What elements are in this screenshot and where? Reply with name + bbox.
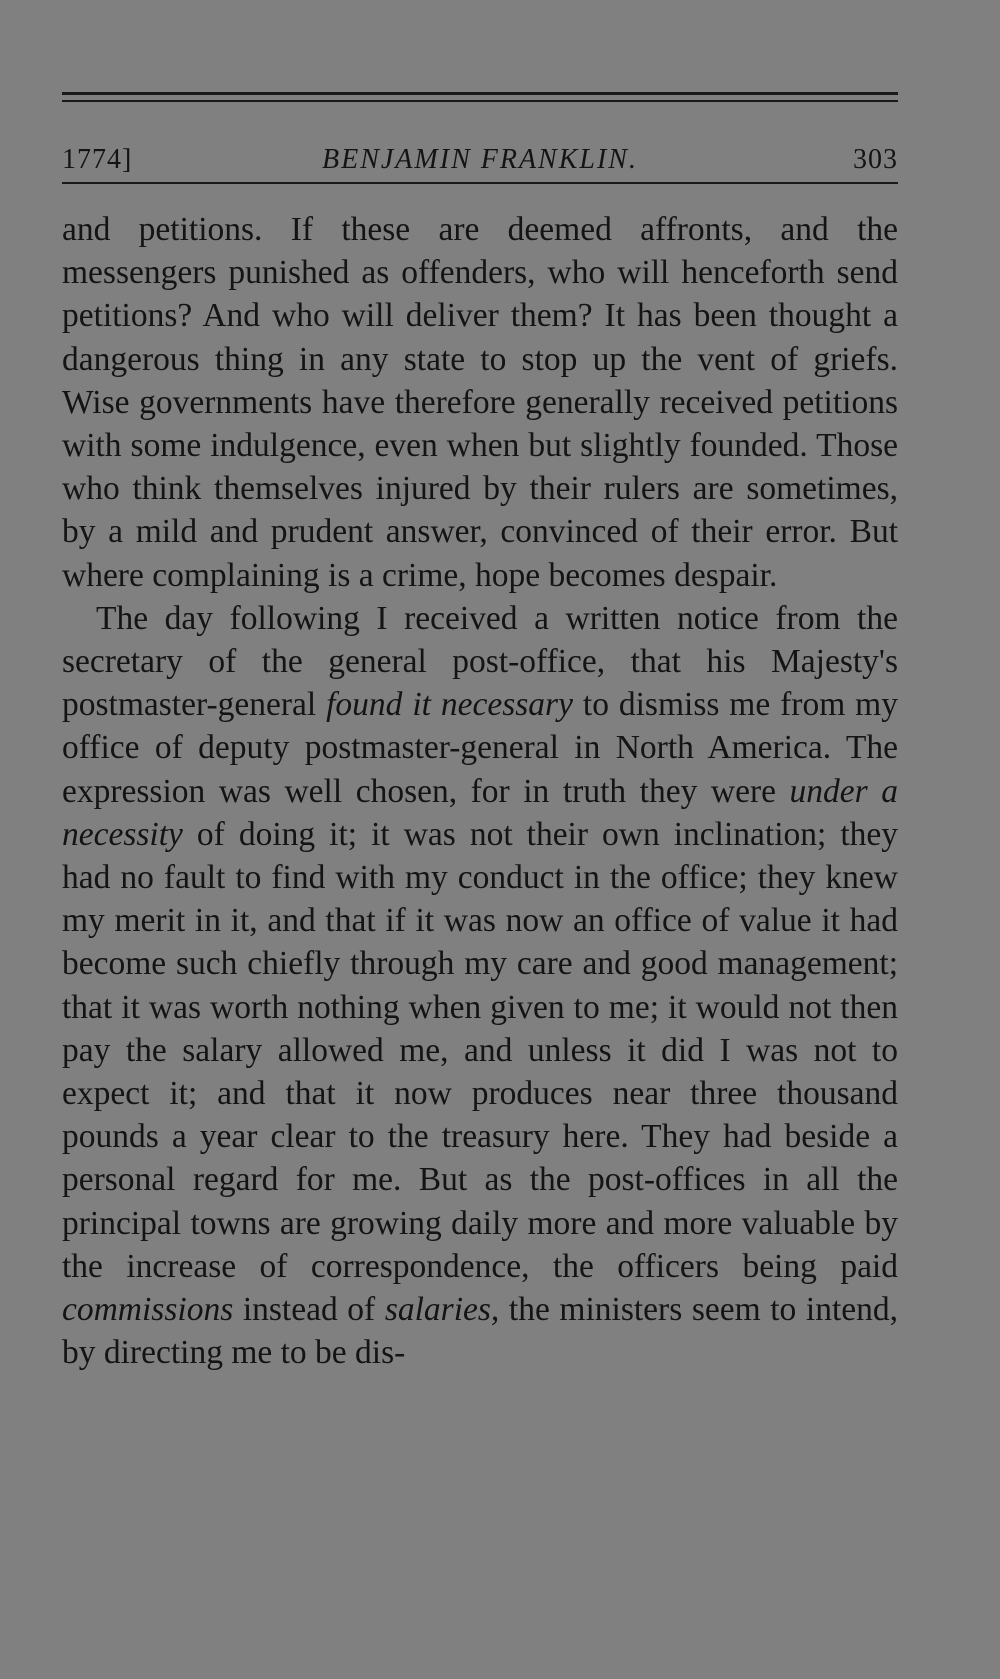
paragraph-2-text-2: to dismiss me from my office of deputy postmaster-general in North America. The expression was well chosen, for in truth they were (62, 686, 898, 810)
italic-phrase-4: salaries, (384, 1291, 500, 1329)
running-header (62, 102, 898, 174)
italic-phrase-3: commissions (62, 1291, 234, 1329)
header-title: BENJAMIN FRANKLIN. (322, 144, 638, 175)
paragraph-2-text-4: instead of (233, 1291, 385, 1329)
page-number: 303 (853, 144, 898, 175)
header-rule (62, 182, 898, 184)
top-rule-thick (62, 92, 898, 95)
body-text (62, 208, 898, 1374)
italic-phrase-2: under a necessity (62, 772, 899, 853)
paragraph-2 (62, 597, 898, 1375)
header-year: 1774] (62, 144, 133, 175)
paragraph-2-text-1: The day following I received a written notice from the secretary of the general post-office, that his Majesty's postmaster-general (62, 599, 898, 724)
italic-phrase-1: found it necessary (326, 686, 573, 724)
paragraph-2-text-5: the ministers seem to intend, by directing me to be dis- (62, 1291, 898, 1372)
book-page (62, 92, 898, 1374)
paragraph-2-text-3: of doing it; it was not their own inclination; they had no fault to find with my conduct in the office; they knew my merit in it, and that if it was now an office of value it had become such chiefly through my care and good management; that it was worth nothing when given to me; it would not then pay the salary allowed me, and unless it did I was not to expect it; and that it now produces near three thousand pounds a year clear to the treasury here. They had beside a personal regard for me. But as the post-offices in all the principal towns are growing daily more and more valuable by the increase of correspondence, the officers being paid (62, 815, 898, 1285)
paragraph-1: and petitions. If these are deemed affronts, and the messengers punished as offenders, who will henceforth send petitions? And who will deliver them? It has been thought a dangerous thing in any state to stop up the vent of griefs. Wise governments have therefore generally received petitions with some indulgence, even when but slightly founded. Those who think themselves injured by their rulers are sometimes, by a mild and prudent answer, convinced of their error. But where complaining is a crime, hope becomes despair. (62, 211, 898, 594)
